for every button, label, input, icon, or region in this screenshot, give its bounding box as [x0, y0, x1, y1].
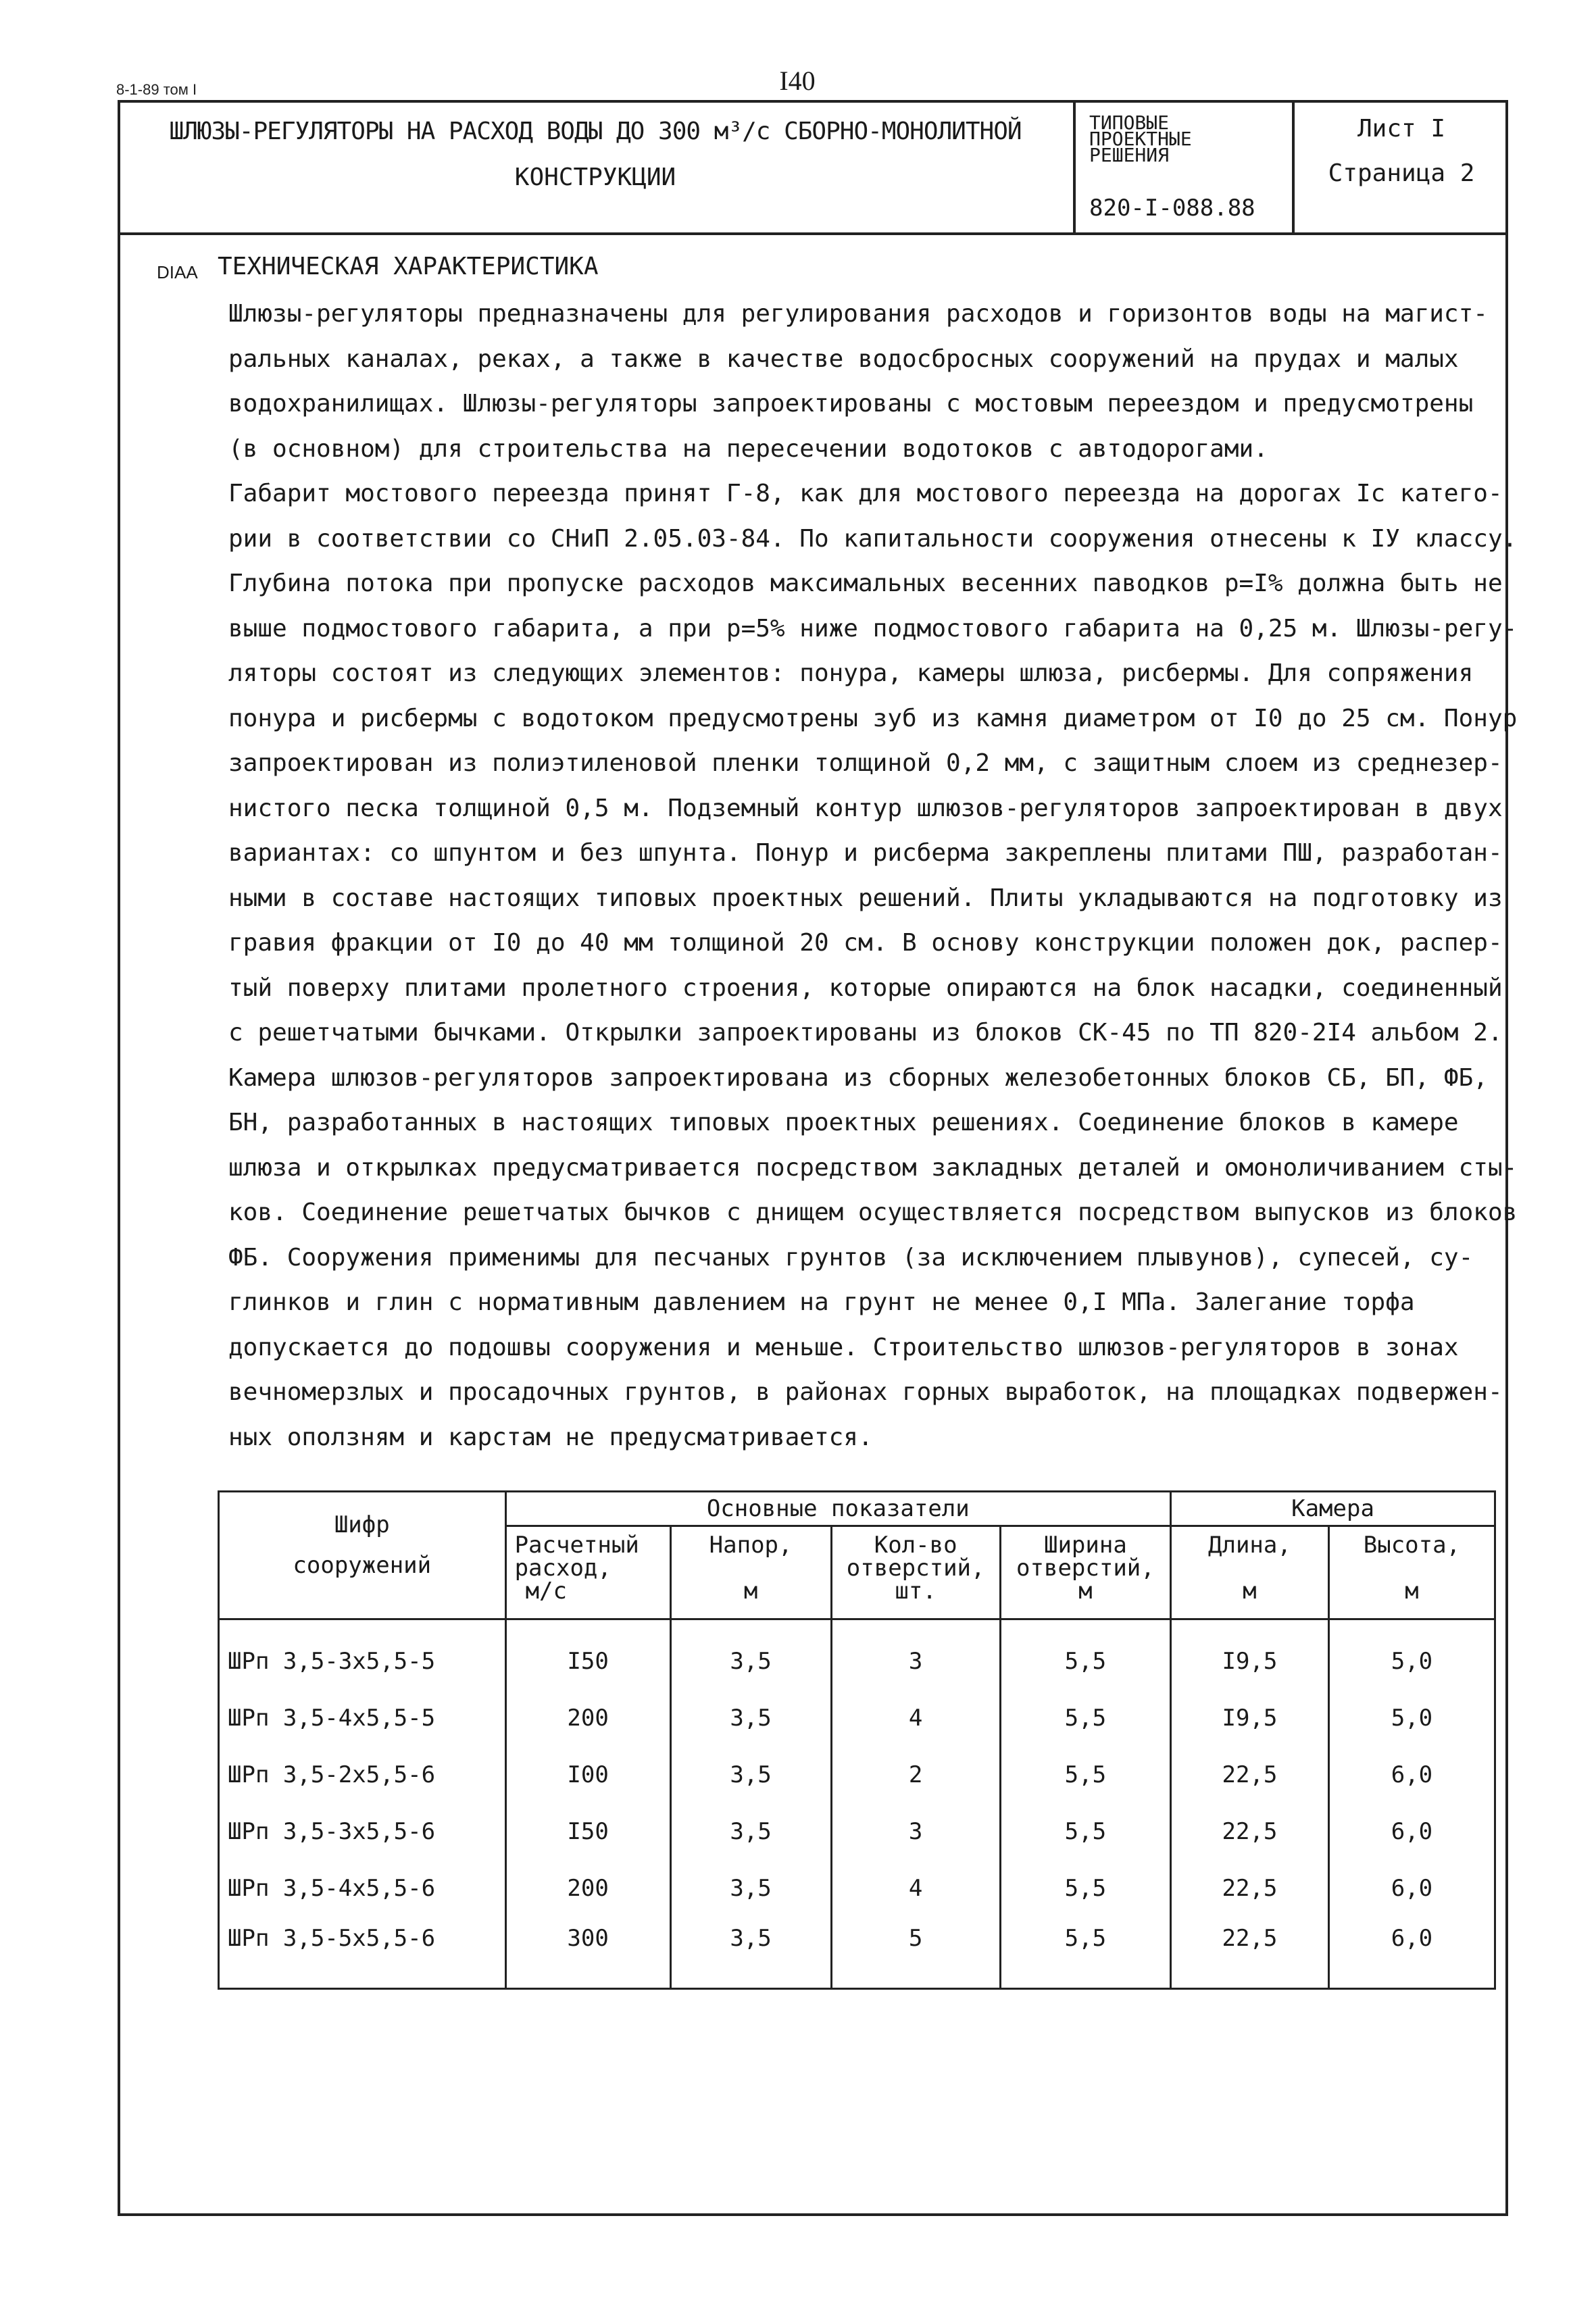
table-cell: I9,5: [1171, 1690, 1329, 1746]
table-cell: 5,0: [1328, 1619, 1495, 1690]
table-row: [219, 1746, 1495, 1803]
body-text-line: Габарит мостового переезда принят Г-8, как для мостового переезда на дорогах Iс катего-: [228, 480, 1503, 507]
table-cell: 22,5: [1171, 1860, 1329, 1917]
body-text-line: Камера шлюзов-регуляторов запроектирована из сборных железобетонных блоков СБ, БП, ФБ,: [228, 1063, 1488, 1092]
table-cell: 6,0: [1328, 1917, 1495, 1989]
header-rashod: [505, 1526, 670, 1619]
header-dlina-l2: м: [1243, 1578, 1257, 1605]
header-kolvo-l1: Кол-во: [874, 1532, 957, 1559]
title-block: [118, 100, 1508, 235]
header-shirina-l1: Ширина: [1043, 1532, 1127, 1559]
table-cell: 200: [505, 1860, 670, 1917]
table-cell: 5,5: [1000, 1803, 1170, 1860]
body-text-line: ФБ. Сооружения применимы для песчаных грунтов (за исключением плывунов), супесей, су-: [228, 1243, 1474, 1272]
cell-shifr: ШРп 3,5-2х5,5-6: [219, 1746, 506, 1803]
edition-label: 8-1-89 том I: [116, 81, 197, 98]
page-number: I40: [779, 66, 816, 96]
table-cell: 6,0: [1328, 1803, 1495, 1860]
table-cell: 4: [831, 1860, 1000, 1917]
body-text-line: рии в соответствии со СНиП 2.05.03-84. По капитальности сооружения отнесены к IУ классу.: [228, 524, 1518, 553]
header-dlina: [1171, 1526, 1329, 1619]
body-text-line: допускается до подошвы сооружения и меньше. Строительство шлюзов-регуляторов в зонах: [228, 1333, 1459, 1361]
series-cell: [1076, 100, 1295, 232]
table-row: [219, 1619, 1495, 1690]
cell-shifr: ШРп 3,5-4х5,5-6: [219, 1860, 506, 1917]
body-text-line: вариантах: со шпунтом и без шпунта. Понур и рисберма закреплены плитами ПШ, разработан-: [228, 839, 1503, 867]
header-camera-group: Камера: [1171, 1492, 1495, 1526]
table-cell: 5,5: [1000, 1917, 1170, 1989]
header-shifr: [219, 1492, 506, 1619]
body-text-line: ляторы состоят из следующих элементов: понура, камеры шлюза, рисбермы. Для сопряжения: [228, 659, 1474, 687]
specs-table: [218, 1490, 1496, 1990]
table-cell: 5,5: [1000, 1690, 1170, 1746]
series-code: 820-I-088.88: [1089, 195, 1255, 222]
header-shirina-l2: отверстий,: [1016, 1555, 1155, 1582]
header-vysota-l1: Высота,: [1363, 1532, 1461, 1559]
header-napor-l1: Напор,: [709, 1532, 793, 1559]
table-cell: 5,5: [1000, 1860, 1170, 1917]
page-label: Страница 2: [1328, 159, 1475, 187]
header-shirina: [1000, 1526, 1170, 1619]
table-cell: 3,5: [670, 1860, 831, 1917]
body-text-line: выше подмостового габарита, а при р=5% ниже подмостового габарита на 0,25 м. Шлюзы-регу-: [228, 614, 1518, 643]
table-cell: 3: [831, 1619, 1000, 1690]
series-line-1: ТИПОВЫЕ: [1089, 111, 1170, 134]
header-kolvo-l2: отверстий,: [846, 1555, 985, 1582]
table-cell: 2: [831, 1746, 1000, 1803]
table-cell: 5,0: [1328, 1690, 1495, 1746]
table-row: [219, 1860, 1495, 1917]
body-text-line: ными в составе настоящих типовых проектных решений. Плиты укладываются на подготовку из: [228, 884, 1503, 912]
table-cell: 300: [505, 1917, 670, 1989]
body-text-line: тый поверху плитами пролетного строения, которые опираются на блок насадки, соединенный: [228, 974, 1503, 1002]
series-line-3: РЕШЕНИЯ: [1089, 144, 1170, 166]
body-text-line: ральных каналах, реках, а также в качестве водосбросных сооружений на прудах и малых: [228, 345, 1459, 373]
cell-shifr: ШРп 3,5-5х5,5-6: [219, 1917, 506, 1989]
header-dlina-l1: Длина,: [1208, 1532, 1291, 1559]
table-cell: 6,0: [1328, 1860, 1495, 1917]
header-rashod-l2: расход,: [514, 1555, 612, 1582]
table-cell: 3,5: [670, 1619, 831, 1690]
body-text-line: нистого песка толщиной 0,5 м. Подземный контур шлюзов-регуляторов запроектирован в двух: [228, 794, 1503, 822]
body-text-line: (в основном) для строительства на пересечении водотоков с автодорогами.: [228, 434, 1268, 463]
cell-shifr: ШРп 3,5-3х5,5-6: [219, 1803, 506, 1860]
table-cell: 5: [831, 1917, 1000, 1989]
cell-shifr: ШРп 3,5-4х5,5-5: [219, 1690, 506, 1746]
cell-shifr: ШРп 3,5-3х5,5-5: [219, 1619, 506, 1690]
table-cell: 6,0: [1328, 1746, 1495, 1803]
body-text-line: Глубина потока при пропуске расходов максимальных весенних паводков р=I% должна быть не: [228, 570, 1503, 597]
document-title-continued: КОНСТРУКЦИИ: [514, 164, 676, 191]
table-cell: 3,5: [670, 1803, 831, 1860]
header-rashod-l3: м/с: [525, 1578, 567, 1605]
table-cell: 200: [505, 1690, 670, 1746]
body-text-line: с решетчатыми бычками. Открылки запроектированы из блоков СК-45 по ТП 820-2I4 альбом 2.: [228, 1019, 1503, 1047]
section-heading: ТЕХНИЧЕСКАЯ ХАРАКТЕРИСТИКА: [218, 253, 599, 280]
header-shifr-line1: Шифр: [334, 1511, 390, 1538]
header-napor-l2: м: [743, 1578, 758, 1605]
header-main-group: Основные показатели: [505, 1492, 1170, 1526]
sheet-cell: [1295, 100, 1508, 232]
table-cell: 3: [831, 1803, 1000, 1860]
table-row: [219, 1803, 1495, 1860]
title-cell: [118, 100, 1076, 232]
section-code: DIAA: [157, 262, 198, 282]
table-cell: 3,5: [670, 1746, 831, 1803]
header-shirina-l3: м: [1078, 1578, 1093, 1605]
document-title: ШЛЮЗЫ-РЕГУЛЯТОРЫ НА РАСХОД ВОДЫ ДО 300 м³/с СБОРНО-МОНОЛИТНОЙ: [169, 118, 1022, 145]
body-text-line: понура и рисбермы с водотоком предусмотрены зуб из камня диаметром от I0 до 25 см. Понур: [228, 704, 1518, 732]
body-text-line: водохранилищах. Шлюзы-регуляторы запроектированы с мостовым переездом и предусмотрены: [228, 390, 1474, 418]
table-cell: I00: [505, 1746, 670, 1803]
body-text-line: гравия фракции от I0 до 40 мм толщиной 20 см. В основу конструкции положен док, распер-: [228, 929, 1503, 957]
header-kolvo: [831, 1526, 1000, 1619]
table-cell: I50: [505, 1803, 670, 1860]
header-vysota-l2: м: [1405, 1578, 1419, 1605]
body-text-line: ных оползням и карстам не предусматривается.: [228, 1423, 873, 1451]
body-text-line: шлюза и открылках предусматривается посредством закладных деталей и омоноличиванием сты-: [228, 1153, 1518, 1182]
series-line-2: ПРОЕКТНЫЕ: [1089, 128, 1192, 150]
body-text-line: запроектирован из полиэтиленовой пленки толщиной 0,2 мм, с защитным слоем из среднезер-: [228, 749, 1503, 777]
table-cell: 3,5: [670, 1690, 831, 1746]
table-cell: 3,5: [670, 1917, 831, 1989]
table-cell: 4: [831, 1690, 1000, 1746]
header-vysota: [1328, 1526, 1495, 1619]
table-cell: I50: [505, 1619, 670, 1690]
header-napor: [670, 1526, 831, 1619]
body-text-line: вечномерзлых и просадочных грунтов, в районах горных выработок, на площадках подвержен-: [228, 1378, 1503, 1406]
header-kolvo-l3: шт.: [895, 1578, 937, 1605]
body-paragraph: [228, 292, 1518, 1460]
table-cell: 22,5: [1171, 1803, 1329, 1860]
header-shifr-line2: сооружений: [293, 1552, 432, 1579]
table-cell: 22,5: [1171, 1917, 1329, 1989]
table-cell: 22,5: [1171, 1746, 1329, 1803]
table-cell: 5,5: [1000, 1619, 1170, 1690]
body-text-line: ков. Соединение решетчатых бычков с днищем осуществляется посредством выпусков из блоков: [228, 1199, 1518, 1226]
sheet-label: Лист I: [1357, 115, 1446, 143]
table-cell: 5,5: [1000, 1746, 1170, 1803]
body-text-line: Шлюзы-регуляторы предназначены для регулирования расходов и горизонтов воды на магист-: [228, 300, 1488, 328]
table-row: [219, 1917, 1495, 1989]
body-text-line: БН, разработанных в настоящих типовых проектных решениях. Соединение блоков в камере: [228, 1109, 1459, 1136]
table-cell: I9,5: [1171, 1619, 1329, 1690]
table-row: [219, 1690, 1495, 1746]
header-rashod-l1: Расчетный: [514, 1532, 639, 1559]
frame-bottom-rule: [118, 2213, 1508, 2215]
body-text-line: глинков и глин с нормативным давлением на грунт не менее 0,I МПа. Залегание торфа: [228, 1288, 1415, 1316]
